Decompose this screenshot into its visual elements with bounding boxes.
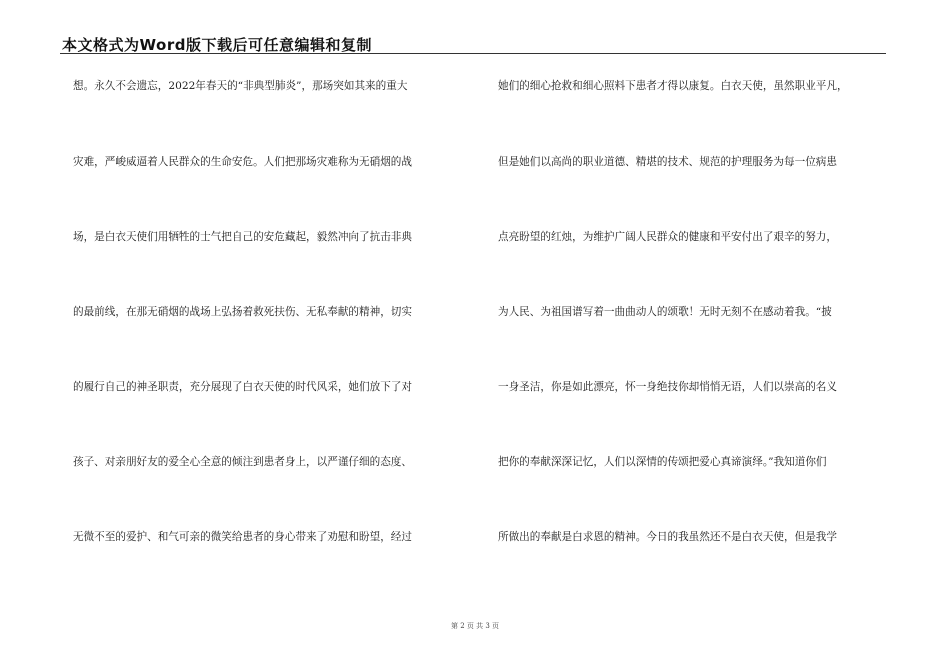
- text-line: 的最前线，在那无硝烟的战场上弘扬着救死扶伤、无私奉献的精神，切实: [73, 306, 412, 318]
- text-line: 孩子、对亲朋好友的爱全心全意的倾注到患者身上，以严谨仔细的态度、: [73, 456, 412, 468]
- page-number-footer: 第 2 页 共 3 页: [450, 622, 500, 630]
- header-divider: [60, 53, 886, 54]
- text-line: 但是她们以高尚的职业道德、精堪的技术、规范的护理服务为每一位病患: [498, 156, 837, 168]
- text-line: 一身圣洁，你是如此漂亮，怀一身绝技你却悄悄无语，人们以崇高的名义: [498, 381, 837, 393]
- text-line: 她们的细心抢救和细心照料下患者才得以康复。白衣天使，虽然职业平凡，: [498, 80, 848, 92]
- text-line: 灾难，严峻威逼着人民群众的生命安危。人们把那场灾难称为无硝烟的战: [73, 156, 412, 168]
- document-header-title: 本文格式为Word版下载后可任意编辑和复制: [62, 36, 372, 54]
- text-line: 无微不至的爱护、和气可亲的微笑给患者的身心带来了劝慰和盼望，经过: [73, 531, 412, 543]
- text-line: 的履行自己的神圣职责，充分展现了白衣天使的时代风采，她们放下了对: [73, 381, 412, 393]
- text-line: 想。永久不会遗忘，2022年春天的“非典型肺炎”，那场突如其来的重大: [73, 80, 408, 92]
- text-line: 所做出的奉献是白求恩的精神。今日的我虽然还不是白衣天使，但是我学: [498, 531, 837, 543]
- text-line: 为人民、为祖国谱写着一曲曲动人的颂歌！无时无刻不在感动着我。“披: [498, 306, 832, 318]
- text-line: 把你的奉献深深记忆，人们以深情的传颂把爱心真谛演绎。”我知道你们: [498, 456, 827, 468]
- text-line: 点亮盼望的红烛，为维护广阔人民群众的健康和平安付出了艰辛的努力，: [498, 231, 837, 243]
- text-line: 场，是白衣天使们用牺牲的士气把自己的安危藏起，毅然冲向了抗击非典: [73, 231, 412, 243]
